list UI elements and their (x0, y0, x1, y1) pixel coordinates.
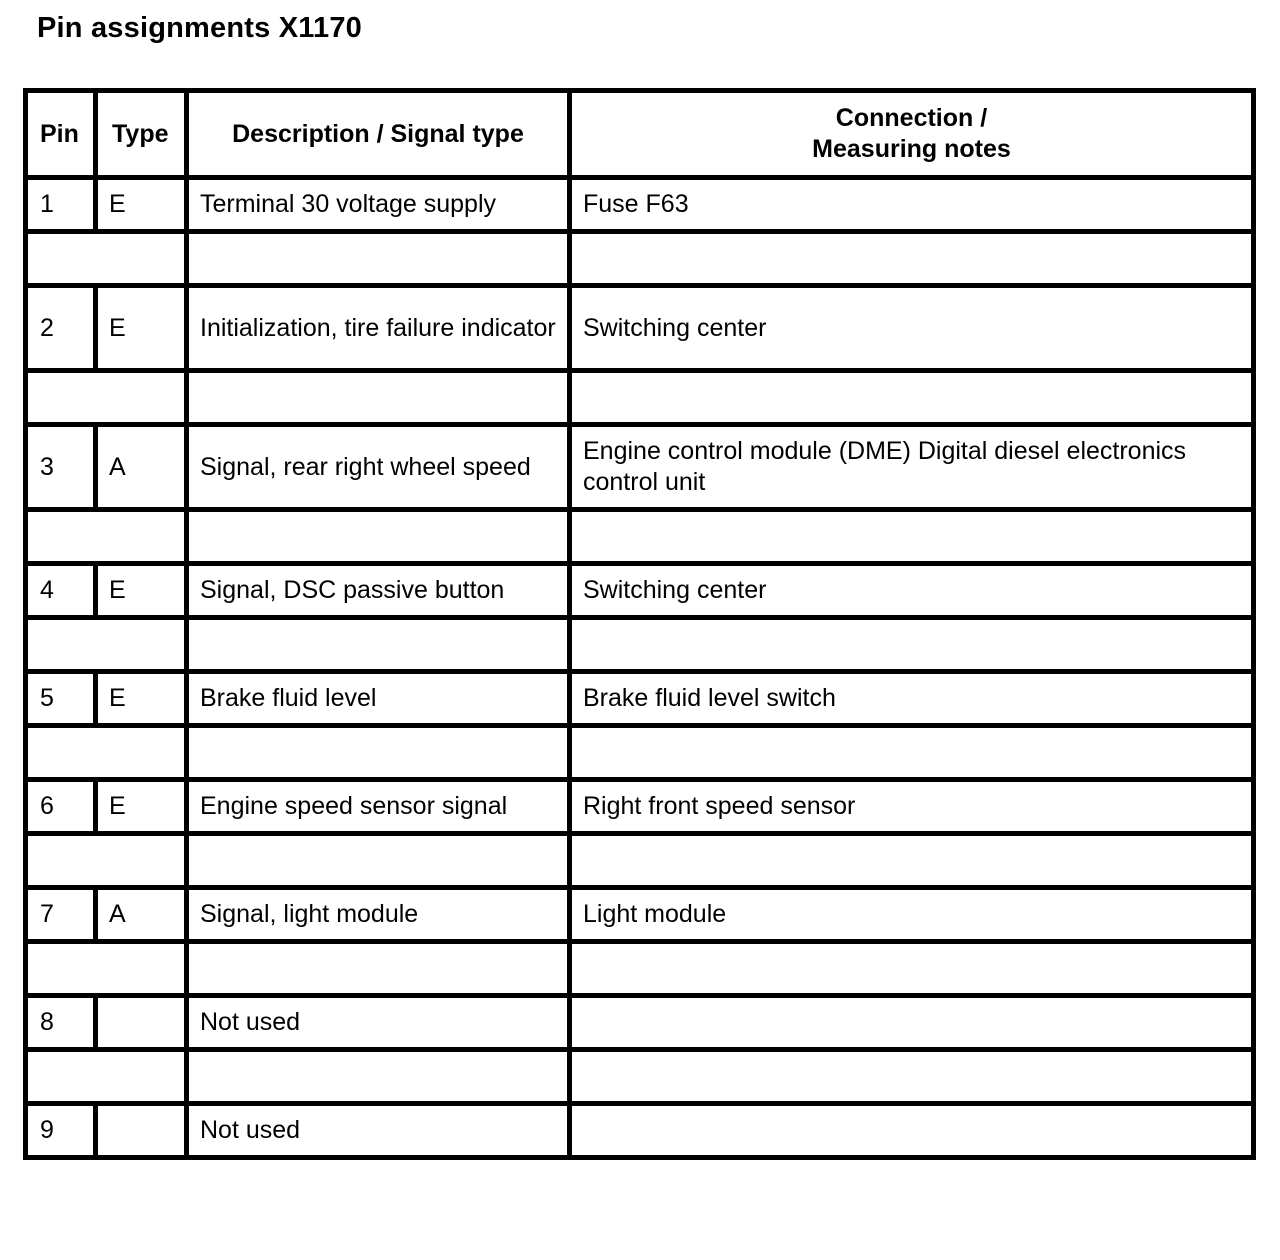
cell-description: Initialization, tire failure indicator (187, 286, 570, 371)
cell-description: Signal, rear right wheel speed (187, 425, 570, 510)
cell-type: E (96, 286, 187, 371)
spacer-cell (187, 942, 570, 996)
spacer-cell (187, 618, 570, 672)
cell-pin: 4 (26, 564, 96, 618)
spacer-cell (570, 834, 1254, 888)
table-spacer-row (26, 834, 1254, 888)
cell-description: Not used (187, 1104, 570, 1158)
header-connection-line2: Measuring notes (812, 135, 1011, 163)
cell-connection (570, 1104, 1254, 1158)
table-row (26, 888, 1254, 942)
header-type: Type (96, 91, 187, 178)
spacer-cell (26, 834, 187, 888)
table-row (26, 1104, 1254, 1158)
table-row (26, 178, 1254, 232)
spacer-cell (26, 726, 187, 780)
cell-description: Signal, light module (187, 888, 570, 942)
table-spacer-row (26, 942, 1254, 996)
table-header-row (26, 91, 1254, 178)
table-spacer-row (26, 618, 1254, 672)
cell-pin: 7 (26, 888, 96, 942)
spacer-cell (26, 232, 187, 286)
cell-description: Terminal 30 voltage supply (187, 178, 570, 232)
spacer-cell (570, 726, 1254, 780)
spacer-cell (570, 232, 1254, 286)
table-row (26, 780, 1254, 834)
cell-description: Brake fluid level (187, 672, 570, 726)
spacer-cell (570, 510, 1254, 564)
spacer-cell (187, 726, 570, 780)
spacer-cell (570, 1050, 1254, 1104)
cell-connection: Right front speed sensor (570, 780, 1254, 834)
table-spacer-row (26, 1050, 1254, 1104)
table-row (26, 564, 1254, 618)
cell-connection (570, 996, 1254, 1050)
cell-type: E (96, 178, 187, 232)
cell-pin: 1 (26, 178, 96, 232)
header-pin: Pin (26, 91, 96, 178)
cell-type (96, 996, 187, 1050)
table-spacer-row (26, 371, 1254, 425)
cell-description: Signal, DSC passive button (187, 564, 570, 618)
spacer-cell (26, 371, 187, 425)
cell-connection: Fuse F63 (570, 178, 1254, 232)
cell-pin: 2 (26, 286, 96, 371)
spacer-cell (187, 510, 570, 564)
cell-pin: 3 (26, 425, 96, 510)
spacer-cell (187, 232, 570, 286)
table-row (26, 286, 1254, 371)
header-connection (570, 91, 1254, 178)
header-description: Description / Signal type (187, 91, 570, 178)
table-row (26, 672, 1254, 726)
cell-connection: Switching center (570, 564, 1254, 618)
table-spacer-row (26, 510, 1254, 564)
spacer-cell (187, 1050, 570, 1104)
cell-pin: 6 (26, 780, 96, 834)
page-title: Pin assignments X1170 (37, 12, 362, 44)
cell-pin: 9 (26, 1104, 96, 1158)
header-connection-line1: Connection / (835, 104, 988, 132)
cell-connection: Light module (570, 888, 1254, 942)
cell-connection: Brake fluid level switch (570, 672, 1254, 726)
pin-assignment-table (23, 88, 1256, 1160)
spacer-cell (26, 1050, 187, 1104)
spacer-cell (187, 834, 570, 888)
cell-type: E (96, 780, 187, 834)
spacer-cell (26, 510, 187, 564)
spacer-cell (187, 371, 570, 425)
spacer-cell (26, 618, 187, 672)
cell-type (96, 1104, 187, 1158)
cell-type: A (96, 425, 187, 510)
cell-pin: 5 (26, 672, 96, 726)
cell-description: Not used (187, 996, 570, 1050)
spacer-cell (26, 942, 187, 996)
spacer-cell (570, 618, 1254, 672)
cell-type: E (96, 672, 187, 726)
table-spacer-row (26, 726, 1254, 780)
spacer-cell (570, 371, 1254, 425)
cell-type: A (96, 888, 187, 942)
cell-connection: Engine control module (DME) Digital diesel electronics control unit (570, 425, 1254, 510)
cell-type: E (96, 564, 187, 618)
cell-description: Engine speed sensor signal (187, 780, 570, 834)
cell-connection: Switching center (570, 286, 1254, 371)
table-spacer-row (26, 232, 1254, 286)
table-row (26, 425, 1254, 510)
table-row (26, 996, 1254, 1050)
cell-pin: 8 (26, 996, 96, 1050)
spacer-cell (570, 942, 1254, 996)
